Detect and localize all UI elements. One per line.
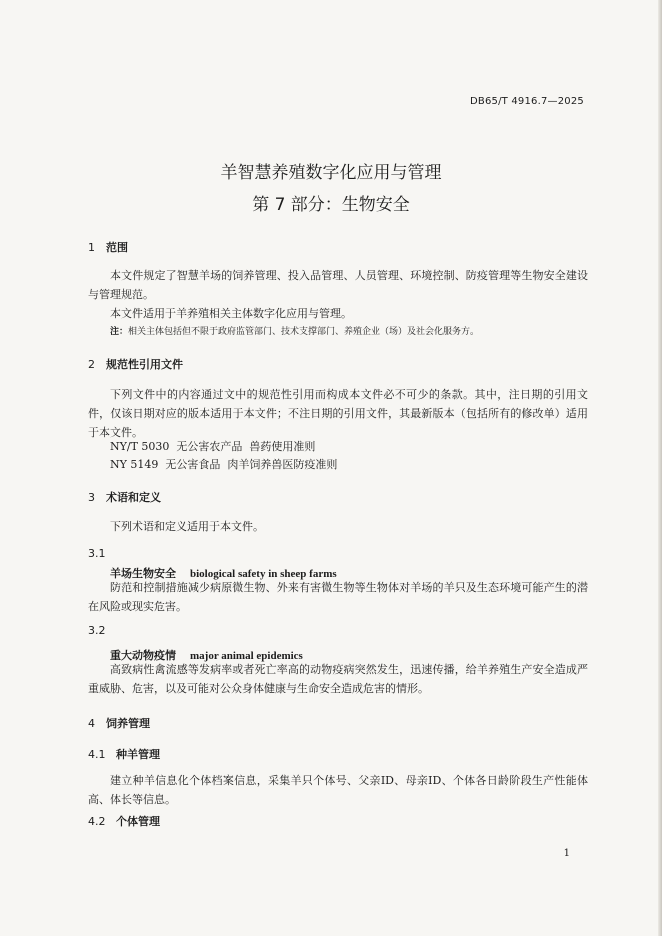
term-en: major animal epidemics [190, 650, 303, 662]
section-number: 1 [88, 241, 95, 254]
note [110, 324, 479, 337]
paragraph: 本文件规定了智慧羊场的饲养管理、投入品管理、人员管理、环境控制、防疫管理等生物安全建设与管理规范。 [88, 269, 588, 301]
note-label: 注： [110, 327, 129, 337]
section-heading-3 [88, 489, 161, 505]
term-en: biological safety in sheep farms [190, 568, 337, 580]
subsection-number: 4.2 [88, 815, 106, 828]
subsection-heading-4-2 [88, 813, 160, 829]
term-definition: 防范和控制措施减少病原微生物、外来有害微生物等生物体对羊场的羊只及生态环境可能产生的潜在风险或现实危害。 [88, 581, 588, 613]
subsection-number: 4.1 [88, 748, 106, 761]
section-heading-2 [88, 356, 183, 372]
subsection-heading-4-1 [88, 746, 160, 762]
reference-item: NY/T 5030 无公害农产品 兽药使用准则 [110, 440, 316, 453]
section-heading-4 [88, 715, 150, 731]
term-zh: 羊场生物安全 [110, 567, 176, 580]
term-number: 3.2 [88, 624, 106, 637]
document-title: 羊智慧养殖数字化应用与管理 [220, 163, 442, 183]
subsection-label: 个体管理 [116, 815, 160, 828]
section-heading-1 [88, 239, 128, 255]
section-label: 术语和定义 [106, 491, 161, 504]
scan-edge-shadow [658, 0, 662, 936]
note-text: 相关主体包括但不限于政府监管部门、技术支撑部门、养殖企业（场）及社会化服务方。 [128, 327, 480, 337]
reference-item: NY 5149 无公害食品 肉羊饲养兽医防疫准则 [110, 458, 338, 471]
term-zh: 重大动物疫情 [110, 649, 176, 662]
section-number: 2 [88, 358, 95, 371]
term-number: 3.1 [88, 547, 106, 560]
section-label: 饲养管理 [106, 717, 150, 730]
section-label: 范围 [106, 241, 128, 254]
section-label: 规范性引用文件 [106, 358, 183, 371]
paragraph: 建立种羊信息化个体档案信息，采集羊只个体号、父亲ID、母亲ID、个体各日龄阶段生产性能体高、体长等信息。 [88, 774, 588, 806]
page-number: 1 [563, 848, 570, 859]
document-part-title: 第 7 部分：生物安全 [252, 195, 410, 215]
paragraph: 下列文件中的内容通过文中的规范性引用而构成本文件必不可少的条款。其中，注日期的引用文件，仅该日期对应的版本适用于本文件；不注日期的引用文件，其最新版本（包括所有的修改单）适用于本文件。 [88, 388, 588, 439]
paragraph: 本文件适用于羊养殖相关主体数字化应用与管理。 [110, 307, 352, 320]
subsection-label: 种羊管理 [116, 748, 160, 761]
standard-code: DB65/T 4916.7—2025 [470, 96, 584, 107]
section-number: 4 [88, 717, 95, 730]
section-number: 3 [88, 491, 95, 504]
term-definition: 高致病性禽流感等发病率或者死亡率高的动物疫病突然发生，迅速传播，给羊养殖生产安全造成严重威胁、危害，以及可能对公众身体健康与生命安全造成危害的情形。 [88, 663, 588, 695]
paragraph: 下列术语和定义适用于本文件。 [110, 520, 264, 533]
